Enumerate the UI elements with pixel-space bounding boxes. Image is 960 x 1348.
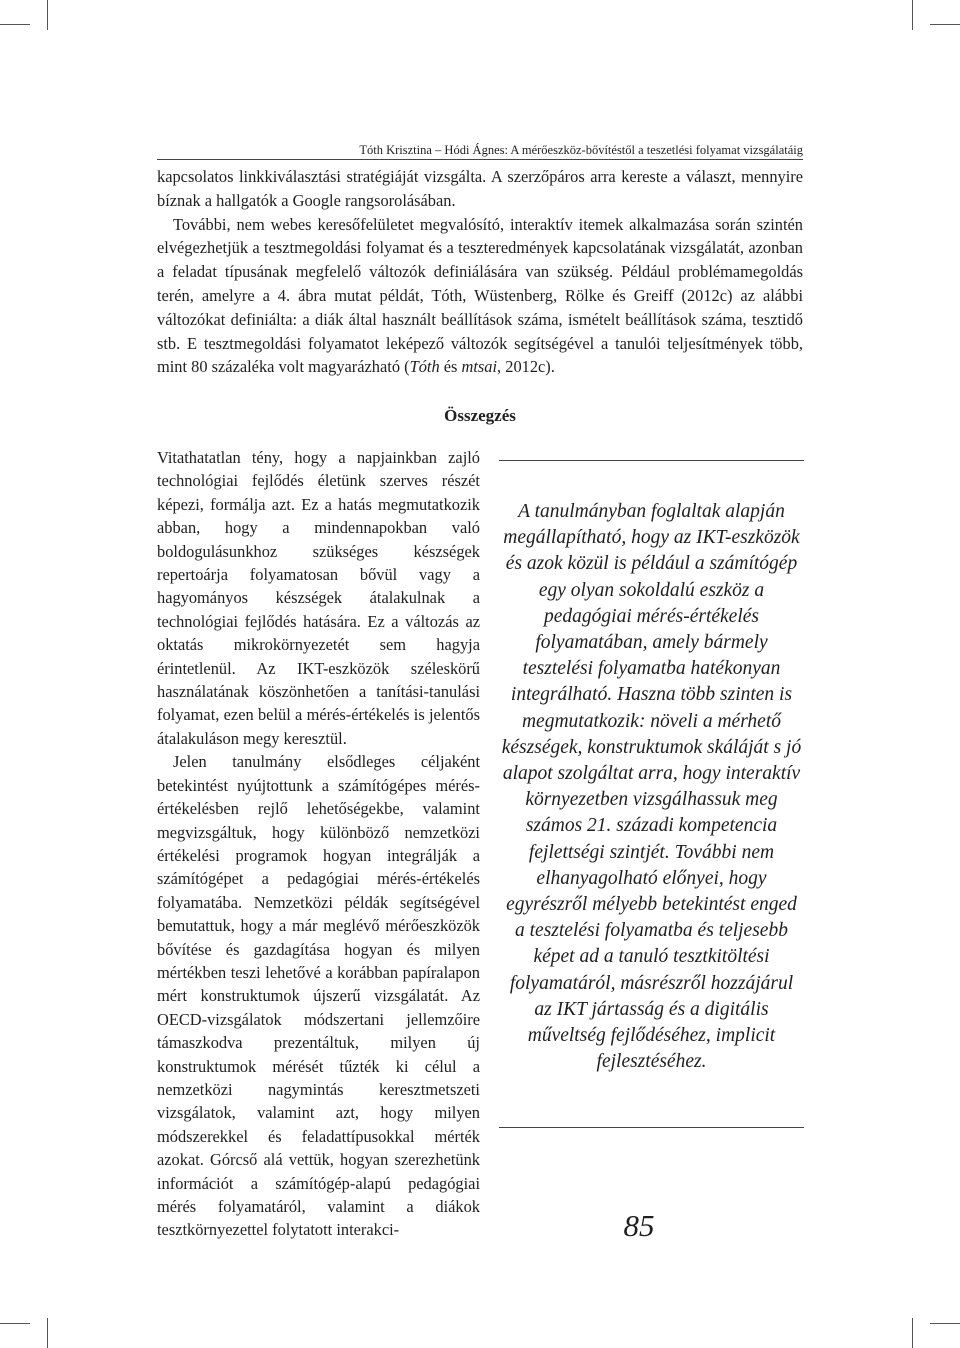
header-rule: [157, 159, 803, 160]
crop-mark: [912, 0, 913, 30]
citation-and: és: [439, 357, 462, 377]
page-number: 85: [623, 1208, 655, 1243]
citation-year: , 2012c).: [497, 357, 555, 377]
crop-mark: [930, 1323, 960, 1324]
section-heading: Összegzés: [444, 406, 516, 425]
pull-quote-top-rule: [499, 460, 804, 461]
citation-author: Tóth: [409, 357, 440, 377]
crop-mark: [47, 1318, 48, 1348]
pull-quote: A tanulmányban foglaltak alapján megállapítható, hogy az IKT-eszközök és azok közül is például a számítógép egy olyan sokoldalú eszköz a pedagógiai mérés-értékelés folyamatában, amely bármely tesztelési folyamatba hatékonyan integrálható. Haszna több szinten is megmutatkozik: növeli a mérhető készségek, konstruktumok skáláját s jó alapot szolgáltat arra, hogy interaktív környezetben vizsgálhassuk meg számos 21. századi kompetencia fejlettségi szintjét. További nem elhanyagolható előnyei, hogy egyrészről mélyebb betekintést enged a tesztelési folyamatba és teljesebb képet ad a tanuló tesztkitöltési folyamatáról, másrészről hozzájárul az IKT jártasság és a digitális műveltség fejlődéséhez, implicit fejlesztéséhez.: [501, 501, 802, 1073]
intro-paragraph: kapcsolatos linkkiválasztási stratégiáját vizsgálta. A szerzőpáros arra kereste a választ, mennyire bíznak a hallgatók a Google rangsorolásában.: [157, 167, 803, 210]
crop-mark: [0, 1323, 30, 1324]
running-header: Tóth Krisztina – Hódi Ágnes: A mérőeszköz-bővítéstől a teszetlési folyamat vizsgálatáig: [359, 143, 803, 157]
intro-text: [157, 165, 803, 379]
crop-mark: [0, 24, 30, 25]
summary-column: [157, 446, 480, 1242]
citation-etal: mtsai: [461, 357, 498, 377]
crop-mark: [912, 1318, 913, 1348]
intro-paragraph: [157, 213, 803, 380]
crop-mark: [47, 0, 48, 30]
summary-paragraph: Jelen tanulmány elsődleges céljaként betekintést nyújtottunk a számítógépes mérés-értékelésben rejlő lehetőségekbe, valamint megvizsgáltuk, hogy különböző nemzetközi értékelési programok hogyan integrálják a számítógépet a pedagógiai mérés-értékelés folyamatába. Nemzetközi példák segítségével bemutattuk, hogy a már meglévő mérőeszközök bővítése és gazdagítása hogyan és milyen mértékben teszi lehetővé a korábban papíralapon mért konstruktumok újszerű vizsgálatát. Az OECD-vizsgálatok módszertani jellemzőire támaszkodva prezentáltuk, milyen új konstruktumok mérését tűzték ki célul a nemzetközi nagymintás keresztmetszeti vizsgálatok, valamint azt, hogy milyen módszerekkel és feladattípusokkal mérték azokat. Górcső alá vettük, hogyan szerezhetünk információt a számítógép-alapú pedagógiai mérés folyamatáról, valamint a diákok tesztkörnyezettel folytatott interakci-: [157, 752, 480, 1240]
intro-paragraph-text: További, nem webes keresőfelületet megvalósító, interaktív itemek alkalmazása során szintén elvégezhetjük a tesztmegoldási folyamat és a teszteredmények kapcsolatának vizsgálatát, azonban a feladat típusának megfelelő változók definiálására van szükség. Például problémamegoldás terén, amelyre a 4. ábra mutat példát, Tóth, Wüstenberg, Rölke és Greiff (2012c) az alábbi változókat definiálta: a diák által használt beállítások száma, ismételt beállítások száma, tesztidő stb. E tesztmegoldási folyamatot leképező változók segítségével a tanulói teljesítmények több, mint 80 százaléka volt magyarázható (: [157, 214, 803, 377]
pull-quote-bottom-rule: [499, 1127, 804, 1128]
summary-paragraph: Vitathatatlan tény, hogy a napjainkban zajló technológiai fejlődés életünk szerves részét képezi, formálja azt. Ez a hatás megmutatkozik abban, hogy a mindennapokban való boldogulásunkhoz szükséges készségek repertoárja folyamatosan bővül vagy a hagyományos készségek átalakulnak a technológiai fejlődés hatására. Ez a változás az oktatás mikrokörnyezetét sem hagyja érintetlenül. Az IKT-eszközök széleskörű használatának köszönhetően a tanítási-tanulási folyamat, ezen belül a mérés-értékelés is jelentős átalakuláson megy keresztül.: [157, 448, 480, 748]
crop-mark: [930, 24, 960, 25]
